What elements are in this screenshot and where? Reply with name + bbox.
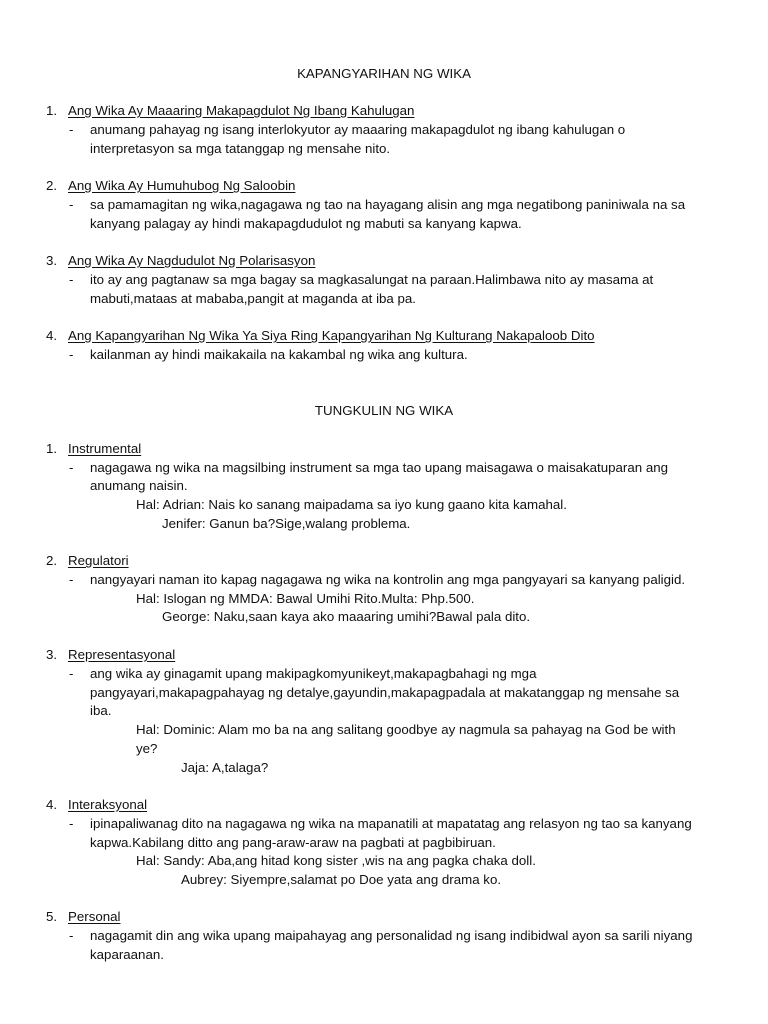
list-number: 1. xyxy=(46,441,58,456)
item-text-line: sa pamamagitan ng wika,nagagawa ng tao na hayagang alisin ang mga negatibong paniniwala na sa xyxy=(90,197,686,212)
example-line: Hal: Adrian: Nais ko sanang maipadama sa iyo kung gaano kita kamahal. xyxy=(136,497,567,512)
example-line: Hal: Sandy: Aba,ang hitad kong sister ,wis na ang pagka chaka doll. xyxy=(136,853,536,868)
list-number: 3. xyxy=(46,253,58,268)
item-heading: Representasyonal xyxy=(68,647,176,662)
item-heading: Ang Kapangyarihan Ng Wika Ya Siya Ring Kapangyarihan Ng Kulturang Nakapaloob Dito xyxy=(68,328,595,343)
item-text-line: nagagawa ng wika na magsilbing instrument sa mga tao upang maisagawa o maisakatuparan ang xyxy=(90,460,669,475)
item-heading: Interaksyonal xyxy=(68,797,148,812)
list-number: 1. xyxy=(46,103,58,118)
example-line: Hal: Islogan ng MMDA: Bawal Umihi Rito.Multa: Php.500. xyxy=(136,591,475,606)
bullet-dash: - xyxy=(69,272,74,287)
item-text-line: anumang naisin. xyxy=(90,478,188,493)
bullet-dash: - xyxy=(69,347,74,362)
example-line: George: Naku,saan kaya ako maaaring umihi?Bawal pala dito. xyxy=(162,609,531,624)
item-heading: Ang Wika Ay Maaaring Makapagdulot Ng Ibang Kahulugan xyxy=(68,103,415,118)
item-heading: Instrumental xyxy=(68,441,142,456)
item-heading: Ang Wika Ay Nagdudulot Ng Polarisasyon xyxy=(68,253,316,268)
item-text-line: kapwa.Kabilang ditto ang pang-araw-araw na pagbati at pagbibiruan. xyxy=(90,835,496,850)
item-text-line: kanyang palagay ay hindi makapagdudulot ng mabuti sa kanyang kapwa. xyxy=(90,216,522,231)
bullet-dash: - xyxy=(69,197,74,212)
list-number: 2. xyxy=(46,553,58,568)
section-title-kapangyarihan: KAPANGYARIHAN NG WIKA xyxy=(297,66,471,81)
list-number: 4. xyxy=(46,797,58,812)
item-text-line: ito ay ang pagtanaw sa mga bagay sa magkasalungat na paraan.Halimbawa nito ay masama at xyxy=(90,272,654,287)
item-heading: Regulatori xyxy=(68,553,129,568)
item-text-line: nagagamit din ang wika upang maipahayag ang personalidad ng isang indibidwal ayon sa sarili niyang xyxy=(90,928,693,943)
bullet-dash: - xyxy=(69,122,74,137)
item-text-line: kaparaanan. xyxy=(90,947,164,962)
bullet-dash: - xyxy=(69,928,74,943)
item-heading: Ang Wika Ay Humuhubog Ng Saloobin xyxy=(68,178,296,193)
section-title-tungkulin: TUNGKULIN NG WIKA xyxy=(314,403,454,418)
item-text-line: pangyayari,makapagpahayag ng detalye,gayundin,makapagpadala at makatanggap ng mensahe sa xyxy=(90,685,680,700)
example-line: ye? xyxy=(136,741,158,756)
list-number: 4. xyxy=(46,328,58,343)
item-text-line: mabuti,mataas at mababa,pangit at maganda at iba pa. xyxy=(90,291,416,306)
bullet-dash: - xyxy=(69,460,74,475)
example-line: Aubrey: Siyempre,salamat po Doe yata ang drama ko. xyxy=(181,872,502,887)
list-number: 5. xyxy=(46,909,58,924)
item-text-line: nangyayari naman ito kapag nagagawa ng wika na kontrolin ang mga pangyayari sa kanyang paligid. xyxy=(90,572,686,587)
item-text-line: iba. xyxy=(90,703,112,718)
bullet-dash: - xyxy=(69,572,74,587)
bullet-dash: - xyxy=(69,666,74,681)
example-line: Hal: Dominic: Alam mo ba na ang salitang goodbye ay nagmula sa pahayag na God be with xyxy=(136,722,676,737)
item-text-line: kailanman ay hindi maikakaila na kakambal ng wika ang kultura. xyxy=(90,347,468,362)
item-text-line: ipinapaliwanag dito na nagagawa ng wika na mapanatili at mapatatag ang relasyon ng tao sa kanyang xyxy=(90,816,692,831)
item-text-line: ang wika ay ginagamit upang makipagkomyunikeyt,makapagbahagi ng mga xyxy=(90,666,537,681)
item-heading: Personal xyxy=(68,909,121,924)
list-number: 3. xyxy=(46,647,58,662)
list-number: 2. xyxy=(46,178,58,193)
item-text-line: anumang pahayag ng isang interlokyutor ay maaaring makapagdulot ng ibang kahulugan o xyxy=(90,122,626,137)
example-line: Jenifer: Ganun ba?Sige,walang problema. xyxy=(162,516,411,531)
item-text-line: interpretasyon sa mga tatanggap ng mensahe nito. xyxy=(90,141,391,156)
example-line: Jaja: A,talaga? xyxy=(181,760,269,775)
bullet-dash: - xyxy=(69,816,74,831)
